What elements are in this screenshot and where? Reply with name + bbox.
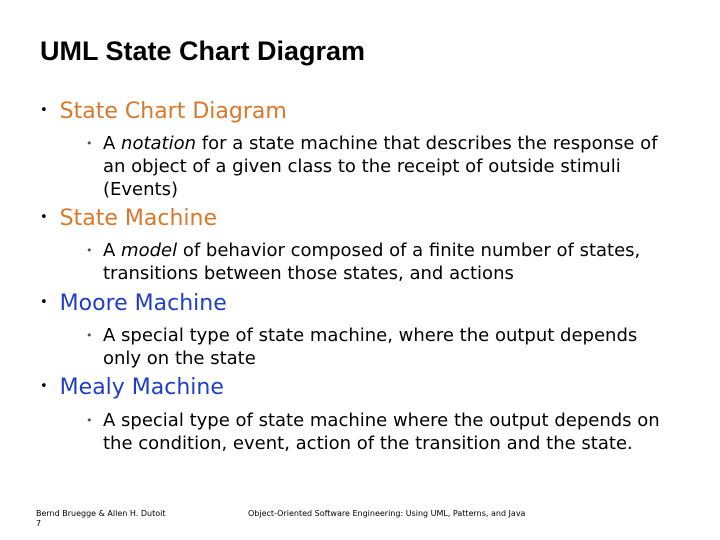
- sub-bullet-notation: [86, 132, 666, 201]
- sub-bullet-dot-icon: •: [86, 329, 93, 342]
- sub-bullet-model: [86, 239, 666, 285]
- bullet-heading: State Machine: [59, 206, 217, 231]
- bullet-dot-icon: •: [40, 379, 48, 394]
- sub-bullet-mealy: [86, 409, 666, 455]
- footer-book-title: Object-Oriented Software Engineering: Using UML, Patterns, and Java: [248, 509, 526, 518]
- bullet-dot-icon: •: [40, 295, 48, 310]
- sub-bullet-dot-icon: •: [86, 244, 93, 257]
- sub-bullet-dot-icon: •: [86, 414, 93, 427]
- bullet-dot-icon: •: [40, 103, 48, 118]
- sub-bullet-emphasis: model: [121, 240, 178, 261]
- sub-bullet-text-post: for a state machine that describes the response of an object of a given class to the receipt of outside stimuli (Events): [103, 133, 658, 200]
- sub-bullet-text-pre: A: [103, 133, 122, 154]
- sub-bullet-text: A special type of state machine, where the output depends only on the state: [103, 325, 638, 369]
- sub-bullet-dot-icon: •: [86, 137, 93, 150]
- footer-authors: Bernd Bruegge & Allen H. Dutoit: [36, 509, 166, 518]
- bullet-moore-machine: [40, 291, 227, 316]
- sub-bullet-emphasis: notation: [121, 133, 197, 154]
- bullet-heading: State Chart Diagram: [59, 99, 287, 124]
- sub-bullet-text: A special type of state machine where the output depends on the condition, event, action of the transition and the state.: [103, 410, 660, 454]
- bullet-state-chart-diagram: [40, 99, 287, 124]
- slide-title: UML State Chart Diagram: [40, 36, 366, 66]
- bullet-dot-icon: •: [40, 210, 48, 225]
- bullet-heading: Mealy Machine: [59, 375, 224, 400]
- sub-bullet-text-post: of behavior composed of a finite number of states, transitions between those states, and actions: [103, 240, 641, 284]
- sub-bullet-moore: [86, 324, 666, 370]
- bullet-mealy-machine: [40, 375, 224, 400]
- bullet-state-machine: [40, 206, 217, 231]
- page-number: 7: [36, 519, 42, 528]
- bullet-heading: Moore Machine: [59, 291, 227, 316]
- sub-bullet-text-pre: A: [103, 240, 122, 261]
- footer-authors-block: [36, 509, 165, 529]
